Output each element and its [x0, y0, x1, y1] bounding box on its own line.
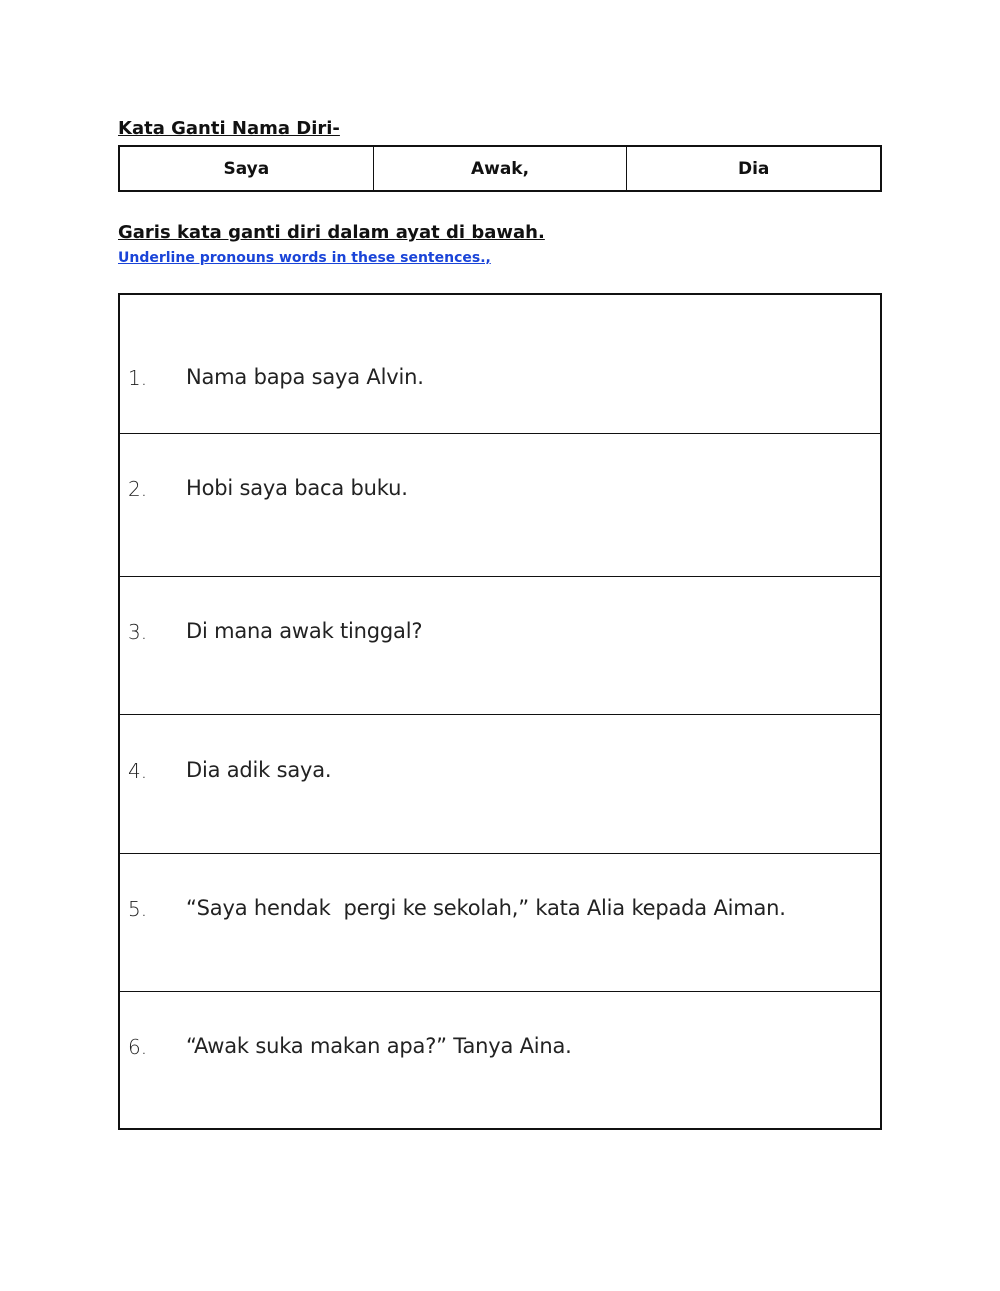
sentence-number: 5. [128, 897, 148, 921]
pronoun-cell-awak: Awak, [374, 147, 628, 190]
sentence-number: 1. [128, 366, 148, 390]
sentence-row-3[interactable] [120, 577, 880, 715]
sentence-text[interactable]: Hobi saya baca buku. [186, 476, 408, 500]
sentence-table [118, 293, 882, 1130]
instruction-malay: Garis kata ganti diri dalam ayat di bawah. [118, 222, 545, 243]
sentence-text[interactable]: Dia adik saya. [186, 758, 332, 782]
pronoun-cell-dia: Dia [737, 158, 770, 179]
sentence-text[interactable]: Di mana awak tinggal? [186, 619, 423, 643]
sentence-text[interactable]: “Saya hendak pergi ke sekolah,” kata Alia kepada Aiman. [186, 896, 786, 920]
sentence-row-4[interactable] [120, 715, 880, 854]
sentence-row-1[interactable] [120, 295, 880, 434]
sentence-row-5[interactable] [120, 854, 880, 992]
sentence-text[interactable]: Nama bapa saya Alvin. [186, 365, 424, 389]
sentence-text[interactable]: “Awak suka makan apa?” Tanya Aina. [186, 1034, 572, 1058]
sentence-number: 3. [128, 620, 148, 644]
pronoun-table [118, 145, 882, 192]
sentence-row-2[interactable] [120, 434, 880, 577]
sentence-number: 4. [128, 759, 148, 783]
sentence-number: 6. [128, 1035, 148, 1059]
pronoun-cell-saya: Saya [120, 147, 374, 190]
sentence-row-6[interactable] [120, 992, 880, 1128]
sentence-number: 2. [128, 477, 148, 501]
page-title: Kata Ganti Nama Diri- [118, 118, 340, 139]
instruction-english: Underline pronouns words in these sentences., [118, 250, 491, 266]
